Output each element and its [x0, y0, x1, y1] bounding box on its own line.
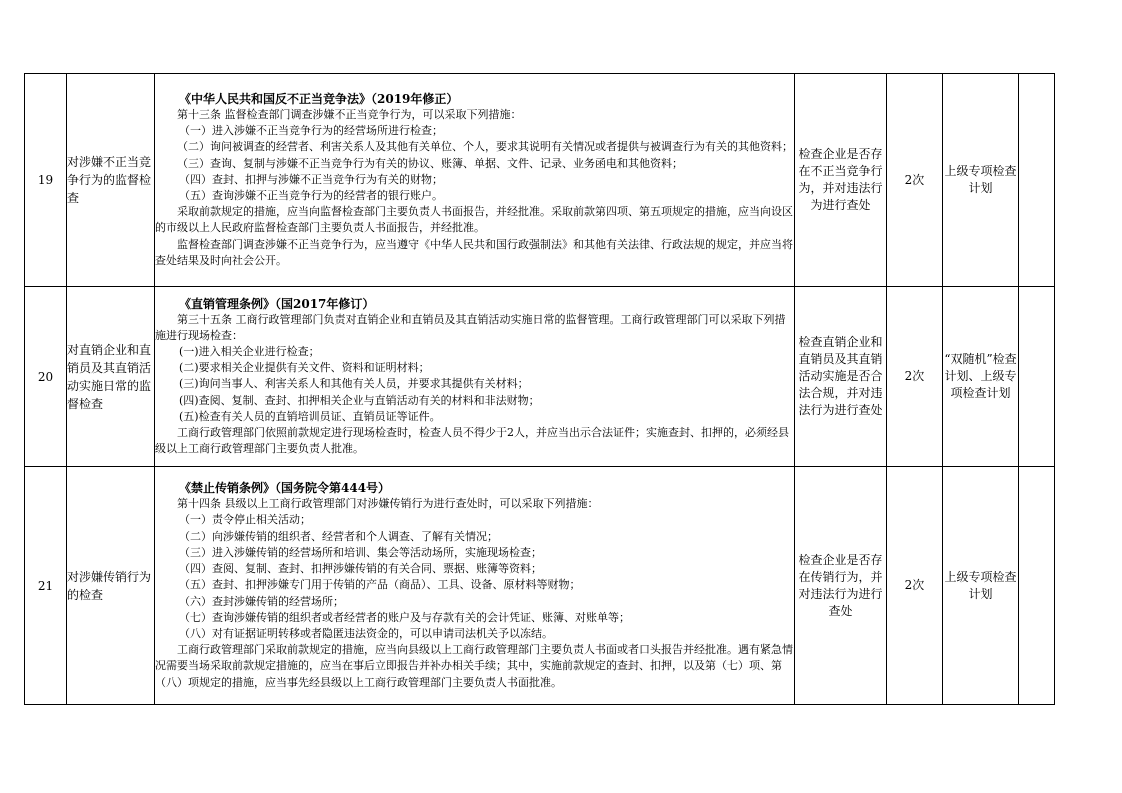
clause: （八）对有证据证明转移或者隐匿违法资金的，可以申请司法机关予以冻结。 — [179, 626, 553, 640]
clause: 工商行政管理部门依照前款规定进行现场检查时，检查人员不得少于2人，并应当出示合法证件；实施查封、扣押的，必须经县级以上工商行政管理部门主要负责人批准。 — [155, 426, 789, 456]
law-title: 《中华人民共和国反不正当竞争法》（2019年修正） — [179, 91, 459, 106]
inspection-frequency: 2次 — [887, 74, 943, 287]
law-title: 《禁止传销条例》（国务院令第444号） — [179, 481, 391, 496]
legal-basis — [155, 287, 795, 467]
inspection-content: 检查企业是否存在不正当竞争行为，并对违法行为进行查处 — [795, 74, 887, 287]
row-number: 21 — [25, 467, 67, 705]
row-number: 19 — [25, 74, 67, 287]
clause: （二）向涉嫌传销的组织者、经营者和个人调查、了解有关情况； — [179, 529, 498, 543]
plan-source: “双随机”检查计划、上级专项检查计划 — [943, 287, 1019, 467]
clause: 工商行政管理部门采取前款规定的措施，应当向县级以上工商行政管理部门主要负责人书面或者口头报告并经批准。遇有紧急情况需要当场采取前款规定措施的，应当在事后立即报告并补办相关手续；其中，实施前款规定的查封、扣押，以及第（七）项、第（八）项规定的措施，应当事先经县级以上工商行政管理部门主要负责人书面批准。 — [155, 643, 793, 689]
inspection-content: 检查企业是否存在传销行为，并对违法行为进行查处 — [795, 467, 887, 705]
inspection-item: 对直销企业和直销员及其直销活动实施日常的监督检查 — [67, 287, 155, 467]
inspection-frequency: 2次 — [887, 287, 943, 467]
clause: (二)要求相关企业提供有关文件、资料和证明材料； — [179, 361, 430, 375]
clause: （四）查封、扣押与涉嫌不正当竞争行为有关的财物； — [179, 172, 443, 186]
inspection-frequency: 2次 — [887, 467, 943, 705]
inspection-item: 对涉嫌传销行为的检查 — [67, 467, 155, 705]
clause: （二）询问被调查的经营者、利害关系人及其他有关单位、个人，要求其说明有关情况或者提供与被调查行为有关的其他资料； — [177, 140, 793, 154]
row-number: 20 — [25, 287, 67, 467]
clause: (四)查阅、复制、查封、扣押相关企业与直销活动有关的材料和非法财物； — [179, 393, 540, 407]
remarks-cell — [1019, 287, 1055, 467]
inspection-content: 检查直销企业和直销员及其直销活动实施是否合法合规，并对违法行为进行查处 — [795, 287, 887, 467]
remarks-cell — [1019, 467, 1055, 705]
clause: （三）查询、复制与涉嫌不正当竞争行为有关的协议、账簿、单据、文件、记录、业务函电和其他资料； — [177, 156, 683, 170]
clause: （六）查封涉嫌传销的经营场所； — [179, 594, 344, 608]
clause: 第十三条 监督检查部门调查涉嫌不正当竞争行为，可以采取下列措施： — [177, 107, 522, 121]
clause: （一）责令停止相关活动； — [179, 513, 311, 527]
plan-source: 上级专项检查计划 — [943, 467, 1019, 705]
plan-source: 上级专项检查计划 — [943, 74, 1019, 287]
clause: 监督检查部门调查涉嫌不正当竞争行为，应当遵守《中华人民共和国行政强制法》和其他有关法律、行政法规的规定，并应当将查处结果及时向社会公开。 — [155, 237, 793, 267]
law-title: 《直销管理条例》（国2017年修订） — [179, 296, 375, 311]
clause: （五）查询涉嫌不正当竞争行为的经营者的银行账户。 — [179, 189, 443, 202]
clause: 第十四条 县级以上工商行政管理部门对涉嫌传销行为进行查处时，可以采取下列措施： — [177, 497, 599, 511]
clause: 采取前款规定的措施，应当向监督检查部门主要负责人书面报告，并经批准。采取前款第四项、第五项规定的措施，应当向设区的市级以上人民政府监督检查部门主要负责人书面报告，并经批准。 — [155, 205, 793, 235]
clause: （四）查阅、复制、查封、扣押涉嫌传销的有关合同、票据、账簿等资料； — [179, 562, 542, 576]
table-row — [25, 287, 1055, 467]
clause: (五)检查有关人员的直销培训员证、直销员证等证件。 — [179, 409, 441, 423]
clause: (一)进入相关企业进行检查； — [179, 344, 320, 358]
clause: (三)询问当事人、利害关系人和其他有关人员，并要求其提供有关材料； — [179, 377, 529, 391]
legal-basis — [155, 74, 795, 287]
inspection-table — [24, 73, 1055, 705]
clause: 第三十五条 工商行政管理部门负责对直销企业和直销员及其直销活动实施日常的监督管理。工商行政管理部门可以采取下列措施进行现场检查： — [155, 312, 786, 342]
clause: （一）进入涉嫌不正当竞争行为的经营场所进行检查； — [179, 124, 443, 138]
table-row — [25, 74, 1055, 287]
inspection-item: 对涉嫌不正当竞争行为的监督检查 — [67, 74, 155, 287]
table-row — [25, 467, 1055, 705]
clause: （七）查询涉嫌传销的组织者或者经营者的账户及与存款有关的会计凭证、账簿、对账单等； — [179, 610, 630, 624]
clause: （五）查封、扣押涉嫌专门用于传销的产品（商品）、工具、设备、原材料等财物； — [179, 578, 581, 592]
legal-basis — [155, 467, 795, 705]
remarks-cell — [1019, 74, 1055, 287]
clause: （三）进入涉嫌传销的经营场所和培训、集会等活动场所，实施现场检查； — [179, 545, 542, 559]
